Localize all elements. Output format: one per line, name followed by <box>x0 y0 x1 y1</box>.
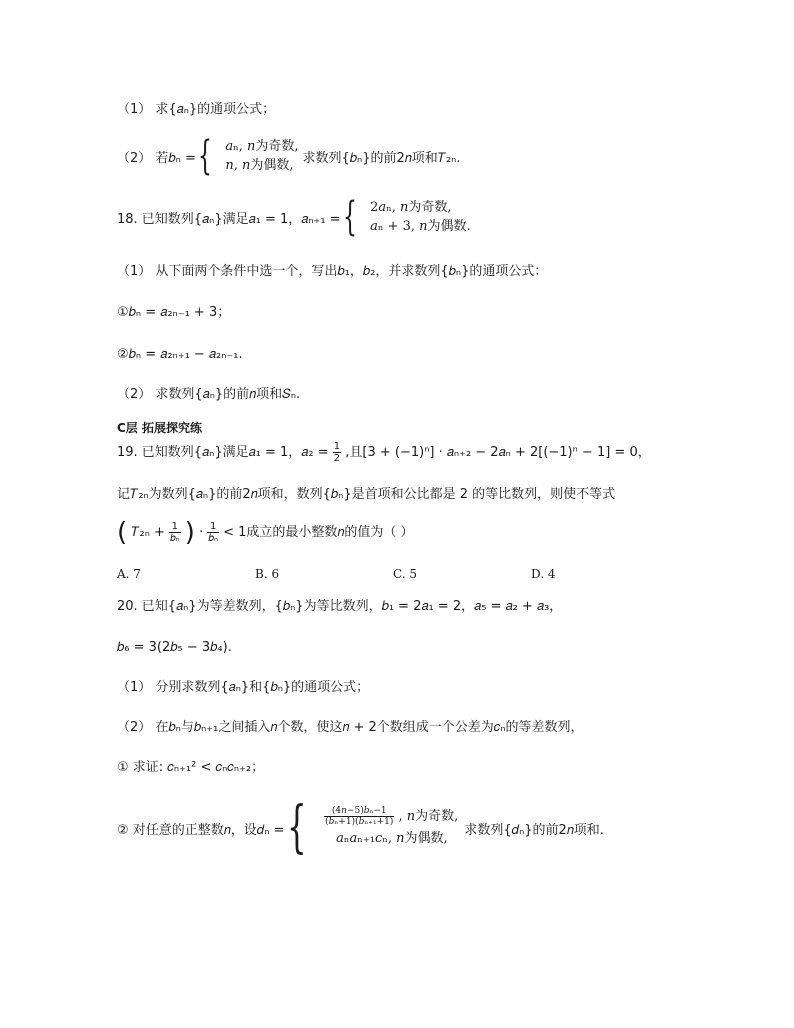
problem-18-part1: （1） 从下面两个条件中选一个，写出𝑏₁，𝑏₂，并求数列{𝑏ₙ}的通项公式： <box>117 264 548 279</box>
problem-19-stem <box>117 440 734 466</box>
case-odd <box>324 806 458 828</box>
left-brace: { <box>197 133 212 179</box>
inequality-tail: < 1成立的最小整数𝑛的值为（ ） <box>223 525 414 540</box>
option-d[interactable]: D. 4 <box>531 567 556 581</box>
problem-20-condition: 𝑏₆ = 3(2𝑏₅ − 3𝑏₄). <box>117 640 232 655</box>
problem-19-text: 19. 已知数列{𝑎ₙ}满足𝑎₁ = 1，𝑎₂ = <box>117 445 329 460</box>
case-even: 𝑛, 𝑛为偶数, <box>225 158 294 173</box>
problem-18-part2: （2） 求数列{𝑎ₙ}的前𝑛项和𝑆ₙ. <box>117 387 301 402</box>
fraction-denominator: 𝑏ₙ <box>170 533 180 544</box>
fraction-denominator: (𝑏ₙ+1)(𝑏ₙ₊₁+1) <box>325 817 394 827</box>
inequality-term: 𝑇₂ₙ + <box>131 525 165 540</box>
piecewise-lhs: （2） 若𝑏ₙ = <box>117 150 196 166</box>
dn-lhs: ② 对任意的正整数𝑛，设𝑑ₙ = <box>117 822 285 838</box>
fraction-1-over-bn-2 <box>207 521 219 544</box>
fraction-denominator: 2 <box>333 453 341 464</box>
option-a[interactable]: A. 7 <box>117 567 141 581</box>
answer-options <box>117 567 677 585</box>
left-brace: { <box>286 795 307 860</box>
case-odd-cond: , 𝑛为奇数, <box>398 809 459 824</box>
problem-19-inequality <box>117 518 734 548</box>
problem-18-stem <box>117 194 471 240</box>
piecewise-cases <box>370 198 471 236</box>
left-brace: { <box>342 194 357 240</box>
problem-20-part1: （1） 分别求数列{𝑎ₙ}和{𝑏ₙ}的通项公式； <box>117 680 370 695</box>
line-17-part1: （1） 求{𝑎ₙ}的通项公式； <box>117 102 276 117</box>
problem-20-part2: （2） 在𝑏ₙ与𝑏ₙ₊₁之间插入𝑛个数，使这𝑛 + 2个数组成一个公差为𝑐ₙ的等差数列， <box>117 720 584 735</box>
fraction-denominator: 𝑏ₙ <box>208 533 218 544</box>
case-even: 𝑎ₙ𝑎ₙ₊₁𝑐ₙ, 𝑛为偶数, <box>336 831 448 846</box>
fraction-numerator: 1 <box>207 521 219 533</box>
dn-tail: 求数列{𝑑ₙ}的前2𝑛项和. <box>464 822 604 838</box>
piecewise-tail: 求数列{𝑏ₙ}的前2𝑛项和𝑇₂ₙ. <box>302 150 461 166</box>
section-heading-c: C层 拓展探究练 <box>117 421 202 435</box>
problem-20-proof: ① 求证: 𝑐ₙ₊₁² < 𝑐ₙ𝑐ₙ₊₂； <box>117 760 265 775</box>
problem-20-dn <box>117 795 604 860</box>
problem-19-recurrence: ,且[3 + (−1)ⁿ] · 𝑎ₙ₊₂ − 2𝑎ₙ + 2[(−1)ⁿ − 1] = 0， <box>345 445 651 460</box>
left-paren: ( <box>117 517 128 548</box>
right-paren: ) <box>184 517 195 548</box>
option-c[interactable]: C. 5 <box>393 567 418 581</box>
dot-operator: · <box>199 525 204 540</box>
fraction-numerator: 1 <box>169 521 181 533</box>
fraction-dn-odd <box>324 806 394 827</box>
case-even: 𝑎ₙ + 3, 𝑛为偶数. <box>370 219 471 234</box>
fraction-one-half <box>333 441 341 464</box>
piecewise-cases <box>225 137 298 175</box>
problem-19-line2: 记𝑇₂ₙ为数列{𝑎ₙ}的前2𝑛项和，数列{𝑏ₙ}是首项和公比都是 2 的等比数列，则使不等式 <box>117 487 616 502</box>
piecewise-cases <box>324 806 458 850</box>
condition-2: ②𝑏ₙ = 𝑎₂ₙ₊₁ − 𝑎₂ₙ₋₁. <box>117 347 243 362</box>
problem-18-lhs: 18. 已知数列{𝑎ₙ}满足𝑎₁ = 1，𝑎ₙ₊₁ = <box>117 211 341 227</box>
line-17-part2 <box>117 133 461 179</box>
fraction-numerator: (4𝑛−5)𝑏ₙ−1 <box>324 806 394 817</box>
option-b[interactable]: B. 6 <box>255 567 280 581</box>
fraction-1-over-bn <box>169 521 181 544</box>
case-odd: 2𝑎ₙ, 𝑛为奇数, <box>370 200 452 215</box>
case-odd: 𝑎ₙ, 𝑛为奇数, <box>225 139 299 154</box>
problem-20-stem: 20. 已知{𝑎ₙ}为等差数列，{𝑏ₙ}为等比数列，𝑏₁ = 2𝑎₁ = 2，𝑎₅ = 𝑎₂ + 𝑎₃， <box>117 599 563 614</box>
condition-1: ①𝑏ₙ = 𝑎₂ₙ₋₁ + 3； <box>117 305 231 320</box>
fraction-numerator: 1 <box>333 441 341 452</box>
